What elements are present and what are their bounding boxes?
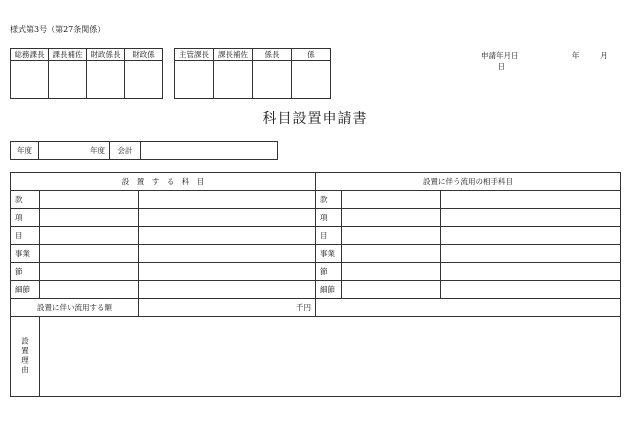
row-label-saisetsu: 細節 [11, 281, 40, 299]
reason-label: 設置理由 [20, 336, 30, 375]
transfer-amount-field[interactable] [139, 299, 316, 317]
stamp-cell[interactable] [253, 61, 292, 99]
stamp-label: 財政係 [125, 49, 163, 61]
approval-stamp-box-finance [10, 48, 163, 99]
reason-label-cell [11, 317, 40, 397]
input-cell[interactable] [40, 209, 139, 227]
stamp-label: 主管課長 [175, 49, 214, 61]
stamp-label: 課長補佐 [49, 49, 87, 61]
account-field[interactable] [141, 142, 278, 160]
input-cell[interactable] [40, 227, 139, 245]
row-label-kan: 款 [11, 191, 40, 209]
input-cell[interactable] [441, 191, 621, 209]
input-cell[interactable] [441, 227, 621, 245]
input-cell[interactable] [40, 191, 139, 209]
input-cell[interactable] [342, 263, 441, 281]
row-label-setsu: 節 [11, 263, 40, 281]
input-cell[interactable] [40, 245, 139, 263]
document-title: 科目設置申請書 [262, 111, 368, 127]
application-date-label: 申請年月日 [481, 51, 519, 60]
transfer-subject-header: 設置に伴う流用の相手科目 [316, 173, 621, 191]
input-cell[interactable] [342, 191, 441, 209]
row-label-moku: 目 [316, 227, 342, 245]
row-label-kan: 款 [316, 191, 342, 209]
input-cell[interactable] [342, 209, 441, 227]
input-cell[interactable] [342, 281, 441, 299]
row-label-kou: 項 [11, 209, 40, 227]
stamp-label: 課長補佐 [214, 49, 253, 61]
input-cell[interactable] [139, 281, 316, 299]
input-cell[interactable] [342, 245, 441, 263]
month-unit: 月 [600, 51, 608, 60]
stamp-cell[interactable] [87, 61, 125, 99]
input-cell[interactable] [441, 281, 621, 299]
transfer-amount-blank [316, 299, 621, 317]
stamp-cell[interactable] [214, 61, 253, 99]
row-label-jigyo: 事業 [11, 245, 40, 263]
fiscal-year-unit: 年度 [90, 146, 105, 155]
input-cell[interactable] [40, 281, 139, 299]
transfer-amount-label: 設置に伴い流用する額 [11, 299, 139, 317]
stamp-label: 係長 [253, 49, 292, 61]
stamp-cell[interactable] [175, 61, 214, 99]
stamp-label: 総務課長 [11, 49, 49, 61]
account-label: 会計 [110, 142, 141, 160]
subject-table [10, 172, 621, 397]
input-cell[interactable] [40, 263, 139, 281]
stamp-cell[interactable] [292, 61, 331, 99]
day-unit: 日 [497, 62, 505, 71]
row-label-setsu: 節 [316, 263, 342, 281]
application-date [481, 50, 630, 72]
fiscal-year-label: 年度 [11, 142, 39, 160]
row-label-saisetsu: 細節 [316, 281, 342, 299]
input-cell[interactable] [441, 245, 621, 263]
input-cell[interactable] [139, 245, 316, 263]
row-label-jigyo: 事業 [316, 245, 342, 263]
fiscal-year-field[interactable] [39, 142, 110, 160]
year-unit: 年 [571, 51, 580, 60]
stamp-label: 財政係長 [87, 49, 125, 61]
stamp-cell[interactable] [49, 61, 87, 99]
stamp-label: 係 [292, 49, 331, 61]
input-cell[interactable] [441, 263, 621, 281]
approval-stamp-box-department [174, 48, 331, 99]
stamp-cell[interactable] [11, 61, 49, 99]
row-label-moku: 目 [11, 227, 40, 245]
amount-unit: 千円 [296, 303, 311, 312]
reason-field[interactable] [40, 317, 621, 397]
input-cell[interactable] [139, 191, 316, 209]
input-cell[interactable] [342, 227, 441, 245]
row-label-kou: 項 [316, 209, 342, 227]
stamp-cell[interactable] [125, 61, 163, 99]
input-cell[interactable] [139, 209, 316, 227]
fiscal-year-row [10, 141, 278, 160]
input-cell[interactable] [139, 227, 316, 245]
input-cell[interactable] [139, 263, 316, 281]
new-subject-header: 設 置 す る 科 目 [11, 173, 316, 191]
form-number: 様式第3号（第27条関係） [10, 25, 106, 34]
input-cell[interactable] [441, 209, 621, 227]
